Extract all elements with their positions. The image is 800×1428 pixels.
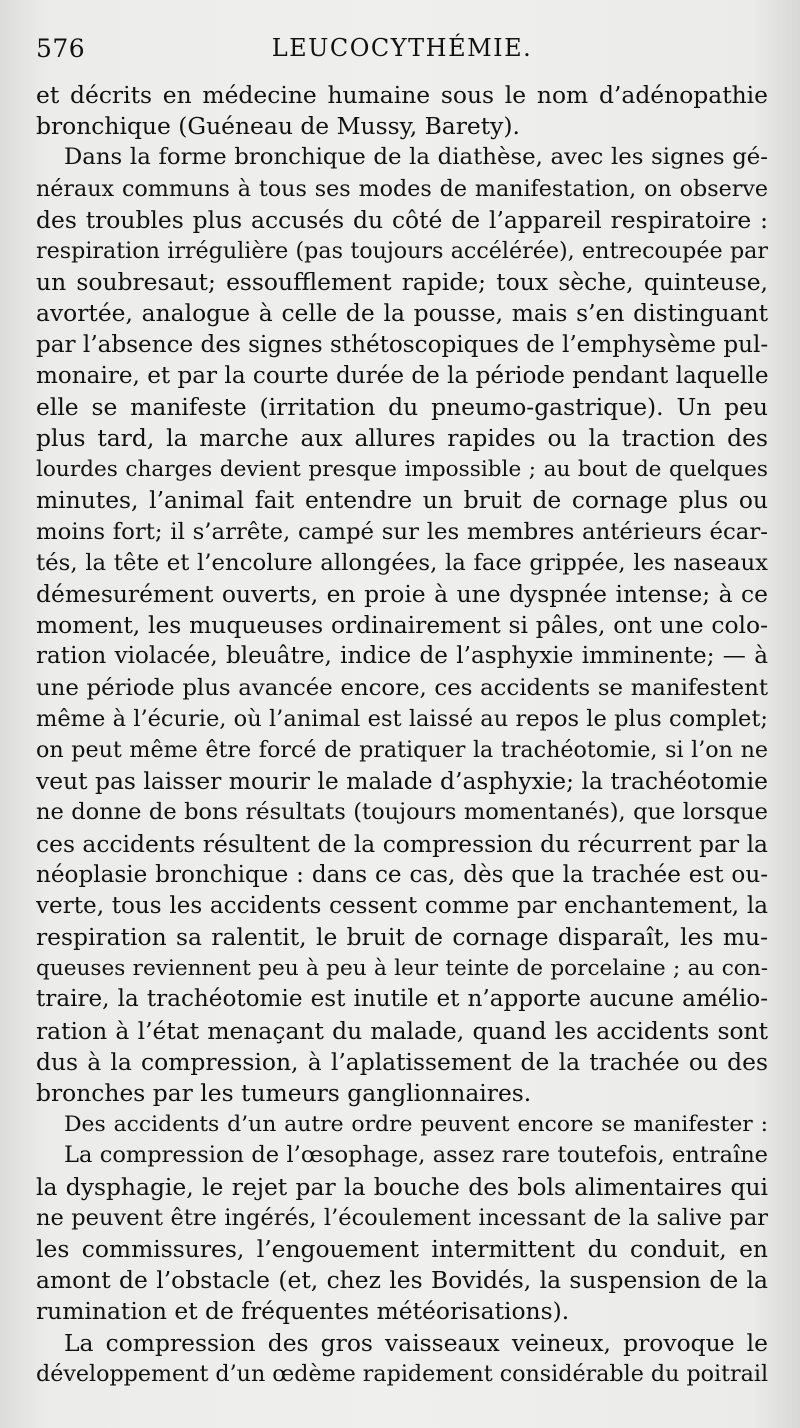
text-line: ces accidents résultent de la compression du récurrent par la <box>36 829 768 858</box>
text-line: veut pas laisser mourir le malade d’asphyxie; la trachéotomie <box>36 767 768 796</box>
text-line: minutes, l’animal fait entendre un bruit de cornage plus ou <box>36 486 768 515</box>
text-line: bronches par les tumeurs ganglionnaires. <box>36 1079 532 1107</box>
text-line: néraux communs à tous ses modes de manifestation, on observe <box>36 175 768 202</box>
text-line: respiration sa ralentit, le bruit de cornage disparaît, les mu- <box>36 923 768 952</box>
text-line: dus à la compression, à l’aplatissement de la trachée ou des <box>36 1047 768 1076</box>
text-line: La compression des gros vaisseaux veineux, provoque le <box>64 1328 768 1357</box>
text-line: une période plus avancée encore, ces accidents se manifestent <box>36 674 768 701</box>
text-line: plus tard, la marche aux allures rapides ou la traction des <box>36 424 768 453</box>
text-line: tés, la tête et l’encolure allongées, la face grippée, les naseaux <box>36 549 768 576</box>
text-line: même à l’écurie, où l’animal est laissé au repos le plus complet; <box>36 705 768 732</box>
text-line: des troubles plus accusés du côté de l’appareil respiratoire : <box>36 205 768 234</box>
text-line: démesurément ouverts, en proie à une dyspnée intense; à ce <box>36 580 768 608</box>
text-line: développement d’un œdème rapidement considérable du poitrail <box>36 1360 768 1387</box>
text-line: verte, tous les accidents cessent comme par enchantement, la <box>36 892 768 919</box>
text-line: respiration irrégulière (pas toujours accélérée), entrecoupée par <box>36 237 768 264</box>
text-line: ne donne de bons résultats (toujours momentanés), que lorsque <box>36 799 768 826</box>
text-line: un soubresaut; essoufflement rapide; toux sèche, quinteuse, <box>36 268 768 297</box>
text-line: La compression de l’œsophage, assez rare toutefois, entraîne <box>64 1142 768 1169</box>
page-number: 576 <box>36 34 86 63</box>
text-line: néoplasie bronchique : dans ce cas, dès que la trachée est ou- <box>36 861 768 888</box>
text-line: monaire, et par la courte durée de la période pendant laquelle <box>36 362 768 389</box>
text-line: rumination et de fréquentes météorisations). <box>36 1297 570 1326</box>
body-text <box>36 80 768 1390</box>
text-line: par l’absence des signes sthétoscopiques de l’emphysème pul- <box>36 331 768 358</box>
text-line: avortée, analogue à celle de la pousse, mais s’en distinguant <box>36 299 768 328</box>
text-line: lourdes charges devient presque impossible ; au bout de quelques <box>36 457 768 483</box>
text-line: Des accidents d’un autre ordre peuvent encore se manifester : <box>64 1112 768 1138</box>
text-line: traire, la trachéotomie est inutile et n’apporte aucune amélio- <box>36 986 768 1013</box>
text-line: ration à l’état menaçant du malade, quand les accidents sont <box>36 1016 768 1045</box>
text-line: et décrits en médecine humaine sous le nom d’adénopathie <box>36 81 768 109</box>
running-title: LEUCOCYTHÉMIE. <box>271 34 533 62</box>
text-line: Dans la forme bronchique de la diathèse, avec les signes gé- <box>64 144 768 171</box>
running-head <box>36 28 768 72</box>
text-line: on peut même être forcé de pratiquer la trachéotomie, si l’on ne <box>36 736 768 763</box>
text-line: elle se manifeste (irritation du pneumo-gastrique). Un peu <box>36 392 768 421</box>
text-line: la dysphagie, le rejet par la bouche des bols alimentaires qui <box>36 1172 768 1201</box>
text-line: moins fort; il s’arrête, campé sur les membres antérieurs écar- <box>36 518 768 545</box>
text-line: bronchique (Guéneau de Mussy, Barety). <box>36 112 520 141</box>
text-line: queuses reviennent peu à peu à leur teinte de porcelaine ; au con- <box>36 956 768 982</box>
text-line: moment, les muqueuses ordinairement si pâles, ont une colo- <box>36 611 768 640</box>
text-line: amont de l’obstacle (et, chez les Bovidés, la suspension de la <box>36 1266 768 1295</box>
text-line: ne peuvent être ingérés, l’écoulement incessant de la salive par <box>36 1204 768 1231</box>
text-line: ration violacée, bleuâtre, indice de l’asphyxie imminente; — à <box>36 643 768 670</box>
text-line: les commissures, l’engouement intermittent du conduit, en <box>36 1234 768 1263</box>
